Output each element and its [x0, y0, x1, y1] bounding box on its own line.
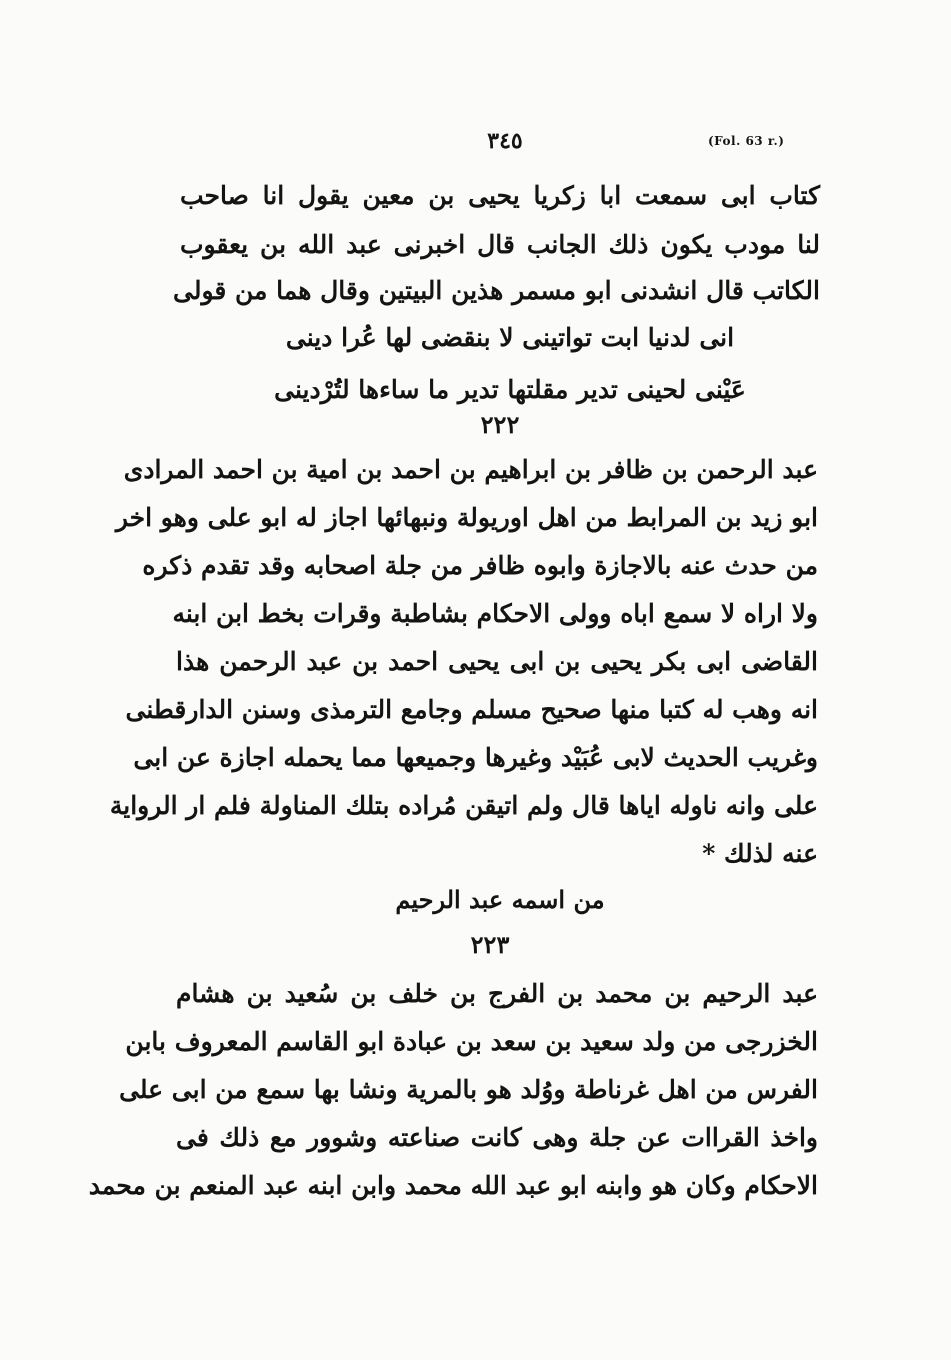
page-header — [0, 128, 951, 158]
text-line: القاضى ابى بكر يحيى بن ابى يحيى احمد بن عبد الرحمن هذا — [176, 647, 818, 676]
text-line: الكاتب قال انشدنى ابو مسمر هذين البيتين وقال هما من قولى — [172, 276, 820, 305]
text-line: عبد الرحمن بن ظافر بن ابراهيم بن احمد بن امية بن احمد المرادى — [123, 455, 818, 484]
text-line: انه وهب له كتبا منها صحيح مسلم وجامع الترمذى وسنن الدارقطنى — [125, 695, 818, 724]
text-line: عبد الرحيم بن محمد بن الفرج بن خلف بن سُعيد بن هشام — [176, 979, 818, 1008]
text-line: من حدث عنه بالاجازة وابوه ظافر من جلة اصحابه وقد تقدم ذكره — [142, 551, 818, 580]
text-line: ابو زيد بن المرابط من اهل اوريولة ونبهائها اجاز له ابو على وهو اخر — [115, 503, 818, 532]
text-line: عنه لذلك * — [702, 839, 818, 868]
verse-line: عَيْنى لحينى تدير مقلتها تدير ما ساءها لتُرْدينى — [274, 375, 746, 404]
text-line: لنا مودب يكون ذلك الجانب قال اخبرنى عبد الله بن يعقوب — [180, 230, 820, 259]
entry-paragraph — [109, 446, 818, 878]
text-line: الاحكام وكان هو وابنه ابو عبد الله محمد وابن ابنه عبد المنعم بن محمد — [88, 1171, 818, 1200]
entry-paragraph — [88, 970, 818, 1210]
text-line: ولا اراه لا سمع اباه وولى الاحكام بشاطبة وقرات بخط ابن ابنه — [172, 599, 818, 628]
text-line: الفرس من اهل غرناطة ووُلد هو بالمرية ونشا بها سمع من ابى على — [119, 1075, 818, 1104]
text-line: الخزرجى من ولد سعيد بن سعد بن عبادة ابو القاسم المعروف بابن — [125, 1027, 818, 1056]
verse-line: انى لدنيا ابت تواتينى لا بنقضى لها عُرا دينى — [285, 323, 735, 352]
section-heading: من اسمه عبد الرحيم — [395, 885, 605, 914]
page-number: ٣٤٥ — [487, 128, 523, 154]
text-line: على وانه ناوله اياها قال ولم اتيقن مُراده بتلك المناولة فلم ار الرواية — [109, 791, 818, 820]
entry-number: ٢٢٣ — [470, 930, 510, 959]
text-line: واخذ القراات عن جلة وهى كانت صناعته وشوور مع ذلك فى — [176, 1123, 818, 1152]
folio-reference: (Fol. 63 r.) — [708, 134, 785, 148]
continuation-paragraph — [172, 170, 820, 314]
text-line: وغريب الحديث لابى عُبَيْد وغيرها وجميعها مما يحمله اجازة عن ابى — [133, 743, 818, 772]
text-line: كتاب ابى سمعت ابا زكريا يحيى بن معين يقول انا صاحب — [180, 181, 820, 210]
entry-number: ٢٢٢ — [480, 410, 520, 439]
poem-verses — [240, 312, 780, 416]
